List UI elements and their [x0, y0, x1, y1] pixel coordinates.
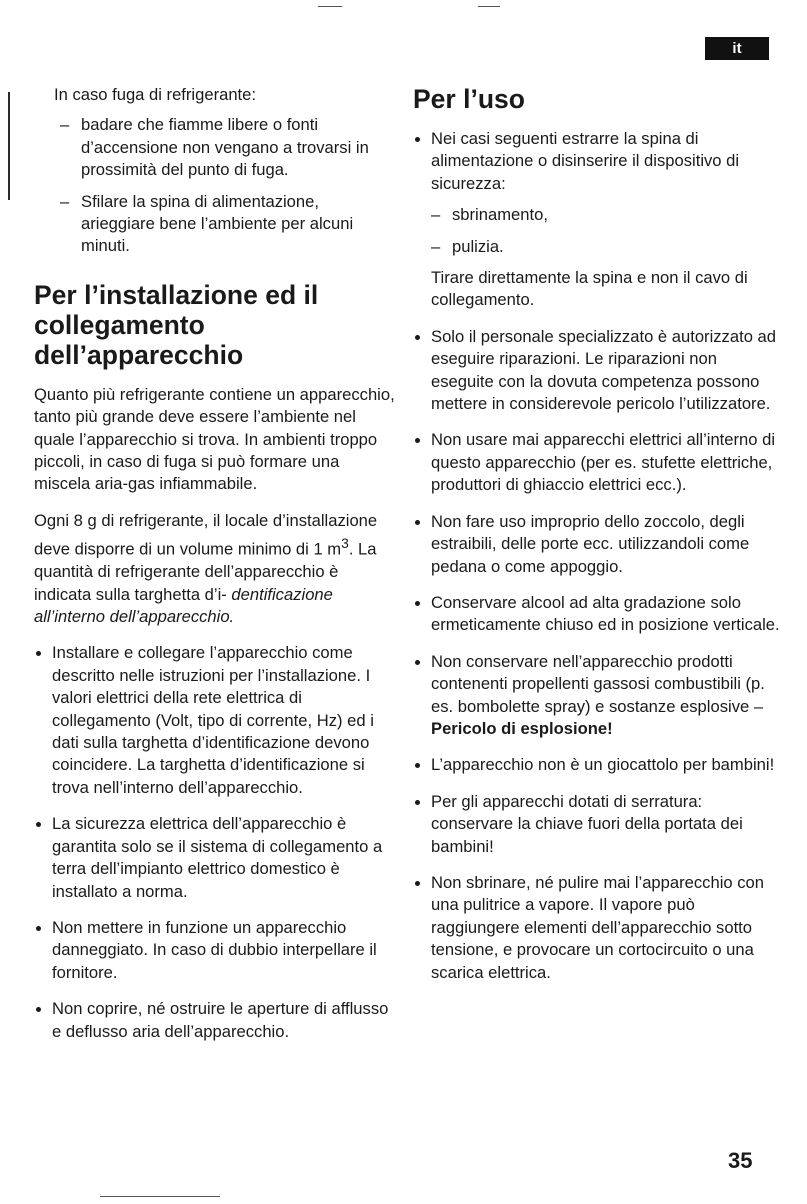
- bullet-item: Conservare alcool ad alta gradazione solo ermeticamente chiuso ed in posizione verticale.: [413, 592, 783, 637]
- refrigerant-paragraph: Quanto più refrigerante contiene un apparecchio, tanto più grande deve essere l’ambiente nel quale l’apparecchio si trova. In ambienti troppo piccoli, in caso di fuga si può formare una miscela aria-gas infiammabile.: [34, 384, 395, 494]
- bullet-item: Installare e collegare l’apparecchio come descritto nelle istruzioni per l’installazione. I valori elettrici della rete elettrica di collegamento (Volt, tipo di corrente, Hz) ed i dati sulla targhetta d’identificazione devono coincidere. La targhetta d’identificazione si trova nell’interno dell’apparecchio.: [34, 642, 396, 799]
- bullet-item: Per gli apparecchi dotati di serratura: conservare la chiave fuori della portata dei bambini!: [413, 791, 783, 858]
- installation-bullets: [34, 642, 396, 1043]
- leak-intro: In caso fuga di refrigerante:: [54, 85, 257, 104]
- page-number: 35: [728, 1148, 753, 1173]
- bullet-item: Non sbrinare, né pulire mai l’apparecchio con una pulitrice a vapore. Il vapore può raggiungere elementi dell’apparecchio sotto tensione, e provocare un cortocircuito o una scarica elettrica.: [413, 872, 783, 984]
- unplug-case: – pulizia.: [431, 236, 783, 258]
- unplug-note: Tirare direttamente la spina e non il cavo di collegamento.: [431, 268, 748, 310]
- scan-edge-top: [478, 6, 500, 7]
- bullet-item: L’apparecchio non è un giocattolo per bambini!: [413, 754, 783, 776]
- bullet-item: Non fare uso improprio dello zoccolo, degli estraibili, delle porte ecc. utilizzandoli come pedana o come appoggio.: [413, 511, 783, 578]
- bullet-item: Non conservare nell’apparecchio prodotti contenenti propellenti gassosi combustibili (p. es. bombolette spray) e sostanze esplosive – Pericolo di esplosione!: [413, 651, 783, 741]
- bullet-item: Nei casi seguenti estrarre la spina di alimentazione o disinserire il dispositivo di sicurezza: – sbrinamento, – pulizia. Tirare direttamente la spina e non il cavo di collegamento.: [413, 128, 783, 312]
- leak-step: – Sfilare la spina di alimentazione, arieggiare bene l’ambiente per alcuni minuti.: [60, 191, 396, 258]
- left-column: [34, 84, 396, 1057]
- installation-heading: Per l’installazione ed il collegamento dell’apparecchio: [34, 279, 319, 370]
- scan-edge-bottom: [100, 1196, 220, 1197]
- bullet-item: Non mettere in funzione un apparecchio danneggiato. In caso di dubbio interpellare il fornitore.: [34, 917, 396, 984]
- unplug-cases: [431, 204, 783, 258]
- leak-step: – badare che fiamme libere o fonti d’accensione non vengano a trovarsi in prossimità del punto di fuga.: [60, 114, 396, 181]
- leak-steps: [34, 114, 396, 257]
- scan-edge-top: [318, 6, 342, 7]
- room-volume-paragraph: Ogni 8 g di refrigerante, il locale d’installazione deve disporre di un volume minimo di 1 $m^3$. La quantità di refrigerante dell’apparecchio è indicata sulla targhetta d’i- dentificazione all’interno dell’apparecchio.: [34, 510, 378, 627]
- bullet-item: Non usare mai apparecchi elettrici all’interno di questo apparecchio (per es. stufette elettriche, produttori di ghiaccio elettrici ecc.).: [413, 429, 783, 496]
- bullet-item: Non coprire, né ostruire le aperture di afflusso e deflusso aria dell’apparecchio.: [34, 998, 396, 1043]
- use-bullets: [413, 128, 783, 984]
- use-heading: Per l’uso: [413, 84, 525, 114]
- bullet-item: La sicurezza elettrica dell’apparecchio è garantita solo se il sistema di collegamento a terra dell’impianto elettrico domestico è installato a norma.: [34, 813, 396, 903]
- margin-rule: [8, 92, 10, 200]
- explosion-warning: Pericolo di esplosione!: [431, 718, 613, 738]
- unplug-case: – sbrinamento,: [431, 204, 783, 226]
- right-column: [413, 84, 783, 998]
- language-badge: it: [705, 37, 769, 60]
- bullet-item: Solo il personale specializzato è autorizzato ad eseguire riparazioni. Le riparazioni non eseguite con la dovuta competenza possono mettere in considerevole pericolo l’utilizzatore.: [413, 326, 783, 416]
